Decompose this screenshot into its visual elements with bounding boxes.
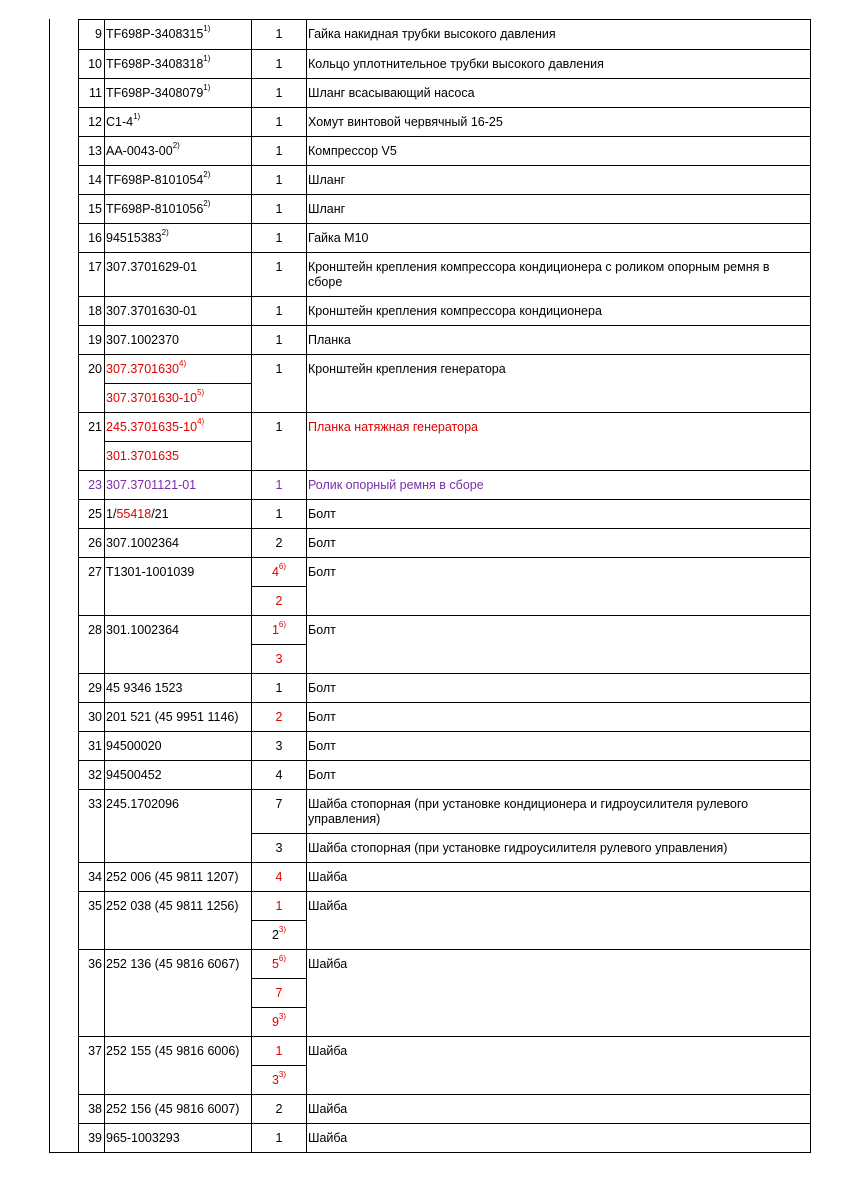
part-name: [308, 899, 802, 914]
footnote-marker: 2): [203, 170, 211, 179]
text-segment: 2: [275, 536, 283, 550]
text-segment: Шайба: [308, 899, 348, 913]
footnote-marker: 6): [278, 562, 287, 571]
quantity: [252, 681, 306, 696]
text-segment: 252 156 (45 9816 6007): [106, 1102, 240, 1116]
row-number: 35: [88, 899, 102, 913]
footnote-marker: 1): [133, 112, 141, 121]
part-name: [308, 739, 802, 754]
quantity: [252, 797, 306, 812]
text-segment: 7: [275, 986, 283, 1000]
text-segment: 1: [275, 202, 283, 216]
quantity: [252, 57, 306, 72]
text-segment: 252 155 (45 9816 6006): [106, 1044, 240, 1058]
grid-line: [78, 223, 811, 224]
part-code: [106, 83, 211, 101]
part-code: [106, 388, 205, 406]
text-segment: Гайка М10: [308, 231, 369, 245]
text-segment: Кольцо уплотнительное трубки высокого давления: [308, 57, 604, 71]
text-segment: 1: [271, 623, 279, 637]
quantity: [252, 1131, 306, 1146]
footnote-marker: 3): [278, 925, 287, 934]
quantity: [252, 231, 306, 246]
part-name: [308, 681, 802, 696]
row-number: 14: [88, 173, 102, 187]
row-number: 27: [88, 565, 102, 579]
grid-line: [251, 586, 307, 587]
text-segment: 307.1002370: [106, 333, 179, 347]
quantity: [252, 115, 306, 130]
quantity: [252, 304, 306, 319]
part-name: [308, 420, 802, 435]
part-name: [308, 333, 802, 348]
quantity: [252, 144, 306, 159]
row-number: 26: [88, 536, 102, 550]
grid-line: [78, 19, 79, 1153]
row-number: 16: [88, 231, 102, 245]
text-segment: 1: [275, 362, 283, 376]
text-segment: 1: [275, 144, 283, 158]
text-segment: Болт: [308, 768, 336, 782]
footnote-marker: 6): [278, 620, 287, 629]
part-code: [106, 112, 141, 130]
part-code: [106, 1044, 239, 1059]
footnote-marker: 1): [203, 24, 211, 33]
text-segment: 252 136 (45 9816 6067): [106, 957, 240, 971]
text-segment: 1: [275, 304, 283, 318]
quantity: [252, 986, 306, 1001]
text-segment: 252 006 (45 9811 1207): [106, 870, 239, 884]
quantity: [252, 594, 306, 609]
text-segment: 2: [275, 594, 283, 608]
text-segment: TF698P-8101054: [106, 173, 204, 187]
text-segment: Болт: [308, 623, 336, 637]
text-segment: TF698P-8101056: [106, 202, 204, 216]
part-name: [308, 841, 802, 856]
part-code: [106, 333, 179, 348]
part-name: [308, 1131, 802, 1146]
part-code: [106, 957, 239, 972]
text-segment: 307.1002364: [106, 536, 179, 550]
quantity: [252, 333, 306, 348]
text-segment: 2: [275, 1102, 283, 1116]
row-number: 36: [88, 957, 102, 971]
quantity: [252, 362, 306, 377]
part-name: [308, 536, 802, 551]
part-code: [106, 797, 179, 812]
text-segment: 1: [275, 420, 283, 434]
part-name: [308, 304, 802, 319]
row-number: 17: [88, 260, 102, 274]
grid-line: [78, 296, 811, 297]
part-code: [106, 768, 162, 783]
part-code: [106, 1102, 239, 1117]
grid-line: [49, 19, 50, 1153]
text-segment: Шайба: [308, 1131, 348, 1145]
grid-line: [78, 862, 811, 863]
text-segment: 3: [275, 652, 283, 666]
text-segment: 301.3701635: [106, 449, 179, 463]
row-number: 18: [88, 304, 102, 318]
part-code: [106, 623, 179, 638]
grid-line: [104, 19, 105, 1153]
quantity: [252, 1012, 306, 1030]
text-segment: 1: [275, 173, 283, 187]
text-segment: 1: [275, 231, 283, 245]
text-segment: 4: [271, 565, 279, 579]
part-name: [308, 797, 802, 827]
part-name: [308, 57, 802, 72]
part-code: [106, 565, 194, 580]
text-segment: АА-0043-00: [106, 144, 173, 158]
grid-line: [49, 1152, 811, 1153]
row-number: 9: [95, 27, 102, 41]
row-number: 38: [88, 1102, 102, 1116]
grid-line: [78, 702, 811, 703]
quantity: [252, 27, 306, 42]
footnote-marker: 2): [203, 199, 211, 208]
row-number: 15: [88, 202, 102, 216]
row-number: 25: [88, 507, 102, 521]
text-segment: Шланг: [308, 173, 346, 187]
row-number: 34: [88, 870, 102, 884]
grid-line: [78, 615, 811, 616]
grid-line: [78, 949, 811, 950]
part-code: [106, 507, 169, 522]
row-number: 30: [88, 710, 102, 724]
text-segment: Шайба: [308, 957, 348, 971]
text-segment: 4: [275, 768, 283, 782]
quantity: [252, 870, 306, 885]
text-segment: 1: [275, 333, 283, 347]
text-segment: TF698P-3408318: [106, 57, 204, 71]
text-segment: TF698P-3408315: [106, 27, 204, 41]
quantity: [252, 925, 306, 943]
part-code: [106, 141, 180, 159]
grid-line: [78, 252, 811, 253]
row-number: 37: [88, 1044, 102, 1058]
row-number: 23: [88, 478, 102, 492]
part-code: [106, 478, 196, 493]
text-segment: Кронштейн крепления компрессора кондиционера: [308, 304, 602, 318]
footnote-marker: 2): [161, 228, 169, 237]
part-name: [308, 478, 802, 493]
text-segment: 1/: [106, 507, 117, 521]
grid-line: [78, 1123, 811, 1124]
part-name: [308, 870, 802, 885]
text-segment: 3: [275, 739, 283, 753]
part-name: [308, 710, 802, 725]
grid-line: [251, 1065, 307, 1066]
part-name: [308, 27, 802, 42]
row-number: 32: [88, 768, 102, 782]
text-segment: TF698P-3408079: [106, 86, 204, 100]
part-code: [106, 1131, 180, 1146]
text-segment: 301.1002364: [106, 623, 179, 637]
text-segment: Планка: [308, 333, 351, 347]
text-segment: 201 521 (45 9951 1146): [106, 710, 239, 724]
quantity: [252, 1044, 306, 1059]
part-code: [106, 24, 211, 42]
row-number: 12: [88, 115, 102, 129]
quantity: [252, 899, 306, 914]
grid-line: [78, 1036, 811, 1037]
part-name: [308, 144, 802, 159]
text-segment: Кронштейн крепления компрессора кондиционера с роликом опорным ремня в сборе: [308, 260, 770, 289]
part-code: [106, 260, 197, 275]
grid-line: [251, 1007, 307, 1008]
footnote-marker: 1): [203, 83, 211, 92]
text-segment: 252 038 (45 9811 1256): [106, 899, 239, 913]
text-segment: Болт: [308, 507, 336, 521]
part-code: [106, 359, 187, 377]
part-name: [308, 623, 802, 638]
text-segment: Болт: [308, 536, 336, 550]
text-segment: Планка натяжная генератора: [308, 420, 478, 434]
grid-line: [251, 978, 307, 979]
text-segment: 3: [271, 1073, 279, 1087]
grid-line: [251, 833, 307, 834]
quantity: [252, 86, 306, 101]
footnote-marker: 4): [197, 417, 205, 426]
grid-line: [78, 470, 811, 471]
text-segment: 45 9346 1523: [106, 681, 183, 695]
quantity: [252, 536, 306, 551]
text-segment: Шайба: [308, 1044, 348, 1058]
footnote-marker: 6): [278, 954, 287, 963]
text-segment: 4: [275, 870, 283, 884]
quantity: [252, 620, 306, 638]
text-segment: 1: [275, 27, 283, 41]
grid-line: [78, 19, 811, 20]
text-segment: Шайба: [308, 1102, 348, 1116]
part-code: [106, 199, 211, 217]
text-segment: Хомут винтовой червячный 16-25: [308, 115, 503, 129]
grid-line: [306, 833, 811, 834]
part-name: [308, 86, 802, 101]
quantity: [252, 202, 306, 217]
text-segment: /21: [151, 507, 169, 521]
row-number: 33: [88, 797, 102, 811]
text-segment: 55418: [116, 507, 152, 521]
text-segment: 307.3701630-01: [106, 304, 198, 318]
part-code: [106, 170, 211, 188]
quantity: [252, 954, 306, 972]
part-code: [106, 449, 179, 464]
text-segment: Шланг всасывающий насоса: [308, 86, 475, 100]
part-code: [106, 536, 179, 551]
text-segment: Гайка накидная трубки высокого давления: [308, 27, 556, 41]
text-segment: 1: [275, 507, 283, 521]
quantity: [252, 478, 306, 493]
part-code: [106, 228, 169, 246]
grid-line: [78, 557, 811, 558]
grid-line: [78, 78, 811, 79]
part-name: [308, 565, 802, 580]
text-segment: Болт: [308, 739, 336, 753]
part-name: [308, 260, 802, 290]
part-name: [308, 507, 802, 522]
grid-line: [78, 136, 811, 137]
text-segment: Компрессор V5: [308, 144, 397, 158]
text-segment: 2: [271, 928, 279, 942]
text-segment: 245.3701635-10: [106, 420, 198, 434]
footnote-marker: 1): [203, 54, 211, 63]
text-segment: Болт: [308, 710, 336, 724]
grid-line: [78, 891, 811, 892]
footnote-marker: 4): [179, 359, 187, 368]
row-number: 28: [88, 623, 102, 637]
grid-line: [78, 49, 811, 50]
grid-line: [78, 499, 811, 500]
quantity: [252, 652, 306, 667]
text-segment: 94500452: [106, 768, 162, 782]
part-code: [106, 870, 239, 885]
part-name: [308, 1102, 802, 1117]
part-code: [106, 710, 239, 725]
grid-line: [78, 107, 811, 108]
grid-line: [251, 644, 307, 645]
row-number: 19: [88, 333, 102, 347]
text-segment: 1: [275, 681, 283, 695]
text-segment: Болт: [308, 565, 336, 579]
text-segment: 307.3701630: [106, 362, 179, 376]
part-name: [308, 173, 802, 188]
text-segment: 307.3701629-01: [106, 260, 198, 274]
footnote-marker: 5): [197, 388, 205, 397]
text-segment: 1: [275, 115, 283, 129]
grid-line: [78, 789, 811, 790]
text-segment: 1: [275, 899, 283, 913]
part-name: [308, 768, 802, 783]
part-name: [308, 957, 802, 972]
grid-line: [78, 528, 811, 529]
text-segment: Шайба стопорная (при установке кондиционера и гидроусилителя рулевого управления): [308, 797, 749, 826]
grid-line: [810, 19, 811, 1153]
text-segment: 1: [275, 1044, 283, 1058]
text-segment: Кронштейн крепления генератора: [308, 362, 506, 376]
row-number: 29: [88, 681, 102, 695]
part-code: [106, 54, 211, 72]
grid-line: [78, 673, 811, 674]
quantity: [252, 420, 306, 435]
text-segment: 1: [275, 86, 283, 100]
text-segment: 1: [275, 260, 283, 274]
quantity: [252, 1102, 306, 1117]
part-name: [308, 202, 802, 217]
part-code: [106, 417, 205, 435]
text-segment: 307.3701630-10: [106, 391, 198, 405]
row-number: 10: [88, 57, 102, 71]
part-code: [106, 899, 239, 914]
text-segment: Болт: [308, 681, 336, 695]
part-name: [308, 1044, 802, 1059]
grid-line: [78, 1094, 811, 1095]
grid-line: [251, 920, 307, 921]
text-segment: Шайба стопорная (при установке гидроусилителя рулевого управления): [308, 841, 728, 855]
part-code: [106, 681, 182, 696]
text-segment: 94500020: [106, 739, 162, 753]
grid-line: [78, 412, 811, 413]
grid-line: [78, 325, 811, 326]
text-segment: 2: [275, 710, 283, 724]
text-segment: 7: [275, 797, 283, 811]
text-segment: 245.1702096: [106, 797, 179, 811]
text-segment: 94515383: [106, 231, 162, 245]
footnote-marker: 3): [278, 1012, 287, 1021]
row-number: 21: [88, 420, 102, 434]
quantity: [252, 260, 306, 275]
quantity: [252, 710, 306, 725]
text-segment: Шланг: [308, 202, 346, 216]
grid-line: [78, 354, 811, 355]
text-segment: 9: [271, 1015, 279, 1029]
grid-line: [104, 441, 252, 442]
row-number: 20: [88, 362, 102, 376]
row-number: 11: [89, 86, 102, 100]
text-segment: 5: [271, 957, 279, 971]
text-segment: 1: [275, 57, 283, 71]
grid-line: [78, 760, 811, 761]
text-segment: Ролик опорный ремня в сборе: [308, 478, 484, 492]
part-name: [308, 115, 802, 130]
footnote-marker: 3): [278, 1070, 287, 1079]
quantity: [252, 173, 306, 188]
grid-line: [78, 731, 811, 732]
quantity: [252, 1070, 306, 1088]
row-number: 13: [88, 144, 102, 158]
quantity: [252, 841, 306, 856]
text-segment: 3: [275, 841, 283, 855]
text-segment: Т1301-1001039: [106, 565, 195, 579]
footnote-marker: 2): [172, 141, 180, 150]
row-number: 39: [88, 1131, 102, 1145]
grid-line: [104, 383, 252, 384]
row-number: 31: [88, 739, 102, 753]
quantity: [252, 768, 306, 783]
grid-line: [78, 165, 811, 166]
text-segment: Шайба: [308, 870, 348, 884]
quantity: [252, 739, 306, 754]
text-segment: 1: [275, 478, 283, 492]
text-segment: 965-1003293: [106, 1131, 180, 1145]
part-name: [308, 231, 802, 246]
part-code: [106, 304, 197, 319]
part-name: [308, 362, 802, 377]
part-code: [106, 739, 162, 754]
quantity: [252, 507, 306, 522]
text-segment: 1: [275, 1131, 283, 1145]
quantity: [252, 562, 306, 580]
text-segment: С1-4: [106, 115, 134, 129]
grid-line: [78, 194, 811, 195]
text-segment: 307.3701121-01: [106, 478, 197, 492]
